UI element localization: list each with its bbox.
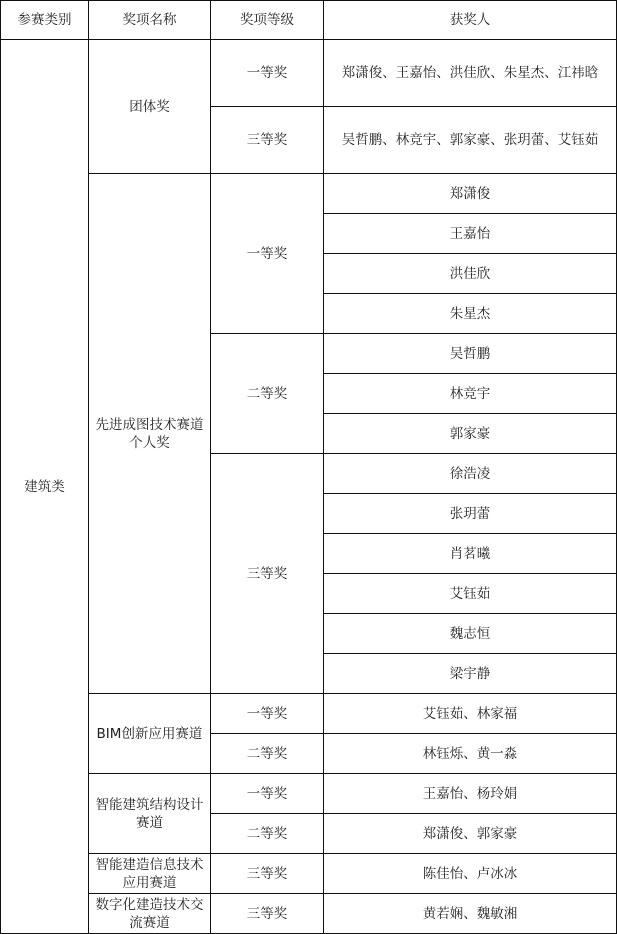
winner-cell: 郑潇俊: [324, 174, 617, 214]
award-name-cell: 团体奖: [89, 40, 211, 174]
award-name-cell: 先进成图技术赛道个人奖: [89, 174, 211, 694]
table-row: [1, 894, 617, 934]
table-row: [1, 774, 617, 814]
winner-cell: 吴哲鹏、林竞宇、郭家豪、张玥蕾、艾钰茹: [324, 107, 617, 174]
winner-cell: 郑潇俊、郭家豪: [324, 814, 617, 854]
category-cell: 建筑类: [1, 40, 89, 934]
award-level-cell: 三等奖: [211, 454, 324, 694]
winner-cell: 林钰烁、黄一淼: [324, 734, 617, 774]
header-category: 参赛类别: [1, 1, 89, 40]
table-row: [1, 174, 617, 214]
award-level-cell: 一等奖: [211, 774, 324, 814]
award-name-cell: 数字化建造技术交流赛道: [89, 894, 211, 934]
award-level-cell: 二等奖: [211, 334, 324, 454]
winner-cell: 朱星杰: [324, 294, 617, 334]
winner-cell: 林竞宇: [324, 374, 617, 414]
winner-cell: 王嘉怡: [324, 214, 617, 254]
winner-cell: 肖茗曦: [324, 534, 617, 574]
table-row: [1, 694, 617, 734]
winner-cell: 吴哲鹏: [324, 334, 617, 374]
table-row: [1, 854, 617, 894]
award-body: [1, 40, 617, 934]
winner-cell: 梁宇静: [324, 654, 617, 694]
winner-cell: 郑潇俊、王嘉怡、洪佳欣、朱星杰、江祎晗: [324, 40, 617, 107]
header-award-level: 奖项等级: [211, 1, 324, 40]
winner-cell: 徐浩凌: [324, 454, 617, 494]
winner-cell: 张玥蕾: [324, 494, 617, 534]
header-award-name: 奖项名称: [89, 1, 211, 40]
header-winner: 获奖人: [324, 1, 617, 40]
award-level-cell: 二等奖: [211, 734, 324, 774]
winner-cell: 艾钰茹、林家福: [324, 694, 617, 734]
award-name-cell: 智能建造信息技术应用赛道: [89, 854, 211, 894]
award-level-cell: 三等奖: [211, 894, 324, 934]
award-level-cell: 一等奖: [211, 694, 324, 734]
winner-cell: 洪佳欣: [324, 254, 617, 294]
winner-cell: 郭家豪: [324, 414, 617, 454]
award-name-cell: BIM创新应用赛道: [89, 694, 211, 774]
award-level-cell: 三等奖: [211, 854, 324, 894]
header-row: [1, 1, 617, 40]
winner-cell: 陈佳怡、卢冰冰: [324, 854, 617, 894]
winner-cell: 黄若娴、魏敏湘: [324, 894, 617, 934]
award-name-cell: 智能建筑结构设计赛道: [89, 774, 211, 854]
winner-cell: 王嘉怡、杨玲娟: [324, 774, 617, 814]
winner-cell: 魏志恒: [324, 614, 617, 654]
award-level-cell: 一等奖: [211, 40, 324, 107]
award-level-cell: 二等奖: [211, 814, 324, 854]
award-level-cell: 一等奖: [211, 174, 324, 334]
winner-cell: 艾钰茹: [324, 574, 617, 614]
table-row: [1, 40, 617, 107]
award-level-cell: 三等奖: [211, 107, 324, 174]
